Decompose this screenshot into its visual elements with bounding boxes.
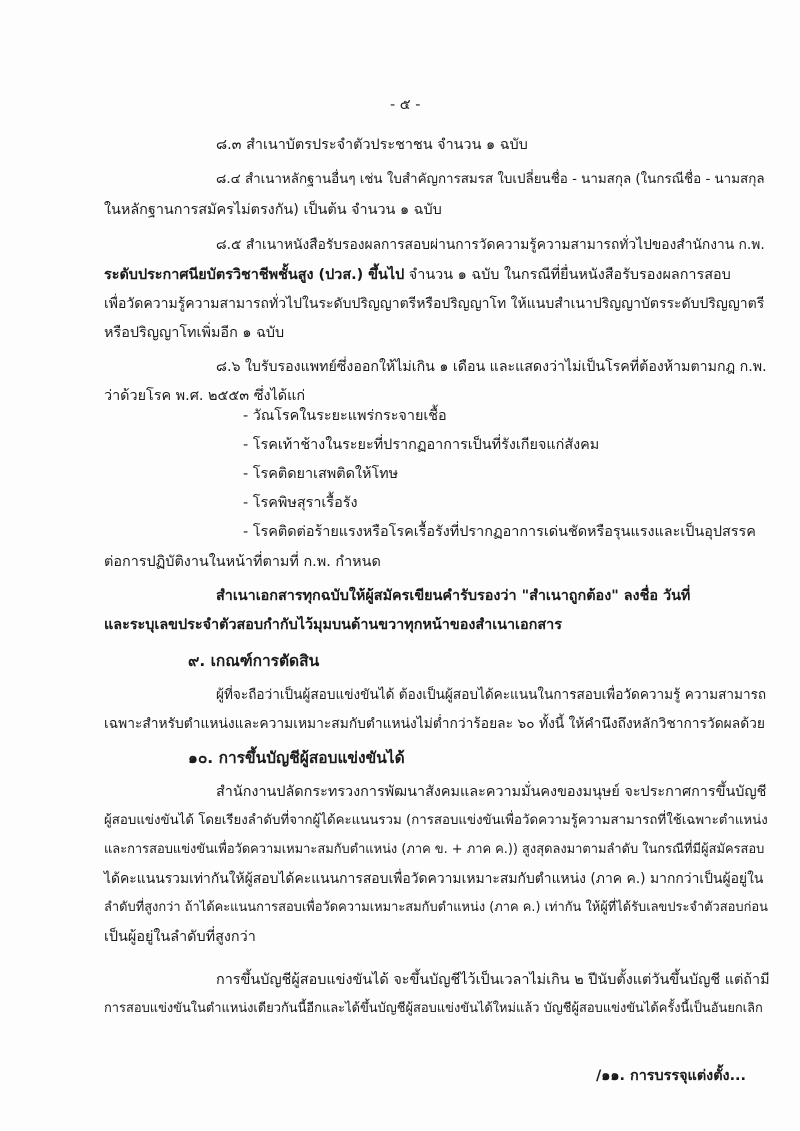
item-8-5-line1: ๘.๕ สำเนาหนังสือรับรองผลการสอบผ่านการวัดความรู้ความสามารถทั่วไปของสำนักงาน ก.พ. bbox=[216, 237, 765, 253]
section-9-para-line2: เฉพาะสำหรับตำแหน่งและความเหมาะสมกับตำแหน่งไม่ต่ำกว่าร้อยละ ๖๐ ทั้งนี้ ให้คำนึงถึงหลักวิชาการวัดผลด้วย bbox=[104, 716, 765, 732]
section-10-para-line3: และการสอบแข่งขันเพื่อวัดความเหมาะสมกับตำแหน่ง (ภาค ข. + ภาค ค.)) สูงสุดลงมาตามลำดับ ในกรณีที่มีผู้สมัครสอบ bbox=[104, 842, 765, 857]
item-8-5-line3: เพื่อวัดความรู้ความสามารถทั่วไปในระดับปริญญาตรีหรือปริญญาโท ให้แนบสำเนาปริญญาบัตรระดับปริญญาตรี bbox=[104, 296, 765, 312]
item-8-5-line2 bbox=[104, 265, 731, 285]
item-8-4-line2: ในหลักฐานการสมัครไม่ตรงกัน) เป็นต้น จำนวน ๑ ฉบับ bbox=[104, 202, 442, 218]
section-10-para-line5: ลำดับที่สูงกว่า ถ้าได้คะแนนการสอบเพื่อวัดความเหมาะสมกับตำแหน่ง (ภาค ค.) เท่ากัน ให้ผู้ที่ได้รับเลขประจำตัวสอบก่อน bbox=[104, 900, 768, 915]
section-10-para-line6: เป็นผู้อยู่ในลำดับที่สูงกว่า bbox=[104, 929, 256, 945]
section-10-para2-line2: การสอบแข่งขันในตำแหน่งเดียวกันนี้อีกและได้ขึ้นบัญชีผู้สอบแข่งขันได้ใหม่แล้ว บัญชีผู้สอบแข่งขันได้ครั้งนี้เป็นอันยกเลิก bbox=[104, 1001, 763, 1016]
section-10-para-line4: ได้คะแนนรวมเท่ากันให้ผู้สอบได้คะแนนการสอบเพื่อวัดความเหมาะสมกับตำแหน่ง (ภาค ค.) มากกว่าเป็นผู้อยู่ใน bbox=[104, 871, 764, 887]
item-8-3: ๘.๓ สำเนาบัตรประจำตัวประชาชน จำนวน ๑ ฉบับ bbox=[216, 137, 528, 153]
page-number: - ๕ - bbox=[390, 97, 421, 113]
item-8-5-bold-level: ระดับประกาศนียบัตรวิชาชีพชั้นสูง (ปวส.) ขึ้นไป bbox=[104, 267, 405, 283]
section-10-para2-line1: การขึ้นบัญชีผู้สอบแข่งขันได้ จะขึ้นบัญชีไว้เป็นเวลาไม่เกิน ๒ ปีนับตั้งแต่วันขึ้นบัญชี แต่ถ้ามี bbox=[216, 972, 770, 988]
section-10-para-line1: สำนักงานปลัดกระทรวงการพัฒนาสังคมและความมั่นคงของมนุษย์ จะประกาศการขึ้นบัญชี bbox=[216, 784, 767, 800]
section-9-para-line1: ผู้ที่จะถือว่าเป็นผู้สอบแข่งขันได้ ต้องเป็นผู้สอบได้คะแนนในการสอบเพื่อวัดความรู้ ความสามารถ bbox=[216, 687, 767, 703]
disease-item-2: - โรคเท้าช้างในระยะที่ปรากฏอาการเป็นที่รังเกียจแก่สังคม bbox=[243, 437, 600, 453]
section-10-heading: ๑๐. การขึ้นบัญชีผู้สอบแข่งขันได้ bbox=[188, 749, 405, 767]
disease-item-1: - วัณโรคในระยะแพร่กระจายเชื้อ bbox=[243, 408, 447, 424]
certification-note-line1: สำเนาเอกสารทุกฉบับให้ผู้สมัครเขียนคำรับรองว่า "สำเนาถูกต้อง" ลงชื่อ วันที่ bbox=[216, 588, 691, 604]
item-8-5-line4: หรือปริญญาโทเพิ่มอีก ๑ ฉบับ bbox=[104, 325, 285, 341]
disease-item-3: - โรคติดยาเสพติดให้โทษ bbox=[243, 466, 399, 482]
section-9-heading: ๙. เกณฑ์การตัดสิน bbox=[188, 652, 320, 670]
item-8-5-rest: จำนวน ๑ ฉบับ ในกรณีที่ยื่นหนังสือรับรองผลการสอบ bbox=[404, 267, 731, 283]
disease-item-5-cont: ต่อการปฏิบัติงานในหน้าที่ตามที่ ก.พ. กำหนด bbox=[104, 554, 381, 570]
disease-item-4: - โรคพิษสุราเรื้อรัง bbox=[243, 495, 358, 511]
item-8-6-line1: ๘.๖ ใบรับรองแพทย์ซึ่งออกให้ไม่เกิน ๑ เดือน และแสดงว่าไม่เป็นโรคที่ต้องห้ามตามกฎ ก.พ. bbox=[216, 359, 767, 375]
certification-note-line2: และระบุเลขประจำตัวสอบกำกับไว้มุมบนด้านขวาทุกหน้าของสำเนาเอกสาร bbox=[104, 617, 562, 633]
section-10-para-line2: ผู้สอบแข่งขันได้ โดยเรียงลำดับที่จากผู้ได้คะแนนรวม (การสอบแข่งขันเพื่อวัดความรู้ความสามารถที่ใช้เฉพาะตำแหน่ง bbox=[104, 813, 768, 828]
disease-item-5: - โรคติดต่อร้ายแรงหรือโรคเรื้อรังที่ปรากฏอาการเด่นชัดหรือรุนแรงและเป็นอุปสรรค bbox=[243, 524, 756, 540]
next-page-continuation: /๑๑. การบรรจุแต่งตั้ง... bbox=[596, 1068, 746, 1084]
item-8-4-line1: ๘.๔ สำเนาหลักฐานอื่นๆ เช่น ใบสำคัญการสมรส ใบเปลี่ยนชื่อ - นามสกุล (ในกรณีชื่อ - นามสกุล bbox=[216, 172, 765, 187]
item-8-6-line2: ว่าด้วยโรค พ.ศ. ๒๕๕๓ ซึ่งได้แก่ bbox=[104, 388, 306, 404]
